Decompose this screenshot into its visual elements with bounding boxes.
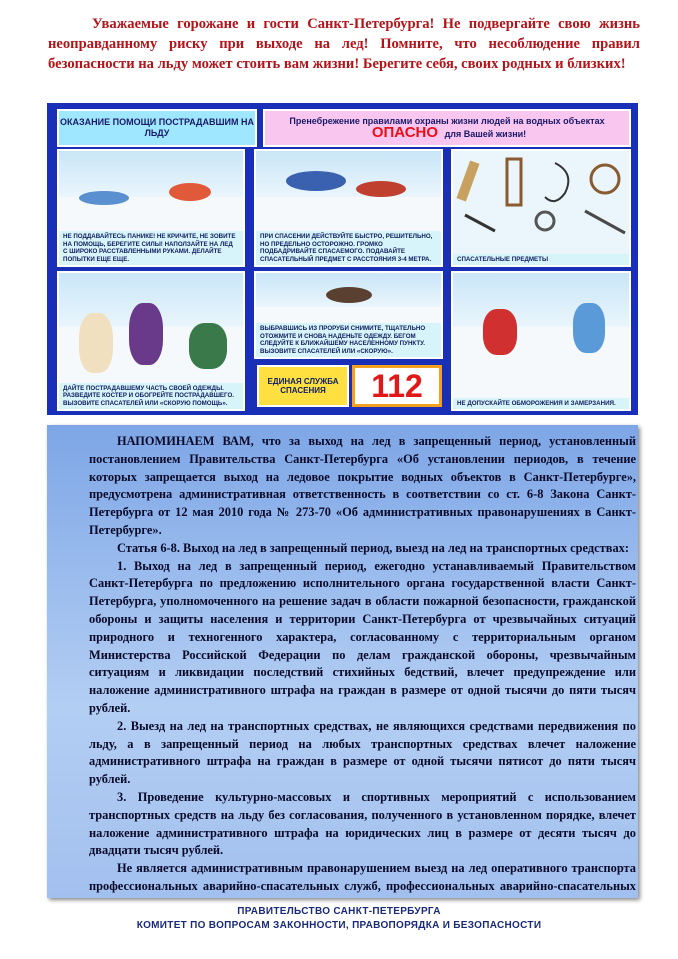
notice-paragraph: 1. Выход на лед в запрещенный период, ежегодно устанавливаемый Правительством Санкт-Петербурга по предложению исполнительного органа государственной власти Санкт-Петербурга, уполномоченного на решение задач в области пожарной безопасности, гражданской обороны и защиты населения и территории Санкт-Петербурга от чрезвычайных ситуаций природного и техногенного характера, согласованному с территориальным органом Министерства Российской Федерации по делам гражданской обороны, чрезвычайным ситуациям и ликвидации последствий стихийных бедствий, влечет предупреждение или наложение административного штрафа на граждан в размере от одной тысячи до пяти тысяч рублей. [89, 558, 636, 715]
scene-fallen-through-ice [57, 149, 245, 267]
scene-rescue [254, 149, 443, 267]
caption-6: НЕ ДОПУСКАЙТЕ ОБМОРОЖЕНИЯ И ЗАМЕРЗАНИЯ. [453, 398, 629, 410]
notice-paragraph: 3. Проведение культурно-массовых и спортивных мероприятий с использованием транспортных средств на льду без согласования, полученного в установленном порядке, влечет наложение административного штрафа на юридических лиц в размере от десяти тысяч до двадцати тысяч рублей. [89, 789, 636, 858]
rescue-items-icons [455, 155, 631, 235]
emergency-number: 112 [352, 365, 442, 407]
caption-3: СПАСАТЕЛЬНЫЕ ПРЕДМЕТЫ [453, 254, 629, 266]
caption-1: НЕ ПОДДАВАЙТЕСЬ ПАНИКЕ! НЕ КРИЧИТЕ, НЕ ЗОВИТЕ НА ПОМОЩЬ, БЕРЕГИТЕ СИЛЫ! НАПОЛЗАЙТЕ НА ЛЕД С ШИРОКО РАССТАВЛЕННЫМИ РУКАМИ. ДЕЛАЙТЕ ПОПЫТКИ ЕЩЕ ЕЩЕ. [59, 231, 243, 265]
safety-poster [47, 103, 638, 415]
scene-frostbite [451, 271, 631, 411]
notice-paragraph: НАПОМИНАЕМ ВАМ, что за выход на лед в запрещенный период, установленный постановлением Правительства Санкт-Петербурга «Об установлении периодов, в течение которых запрещается выход на ледовое покрытие водных объектов в Санкт-Петербурге», предусмотрена административная ответственность в соответствии со ст. 6-8 Закона Санкт-Петербурга от 12 мая 2010 года № 273-70 «Об административных правонарушениях в Санкт-Петербурге». [89, 434, 636, 537]
caption-4: ДАЙТЕ ПОСТРАДАВШЕМУ ЧАСТЬ СВОЕЙ ОДЕЖДЫ. РАЗВЕДИТЕ КОСТЕР И ОБОГРЕЙТЕ ПОСТРАДАВШЕГО. ВЫЗОВИТЕ СПАСАТЕЛЕЙ ИЛИ «СКОРУЮ ПОМОЩЬ». [59, 383, 243, 410]
notice-paragraph: Не является административным правонарушением выезд на лед оперативного транспорта профессиональных аварийно-спасательных служб, профессиональных аварийно-спасательных [89, 861, 636, 893]
scene-self-rescue [254, 271, 443, 359]
footer-government: ПРАВИТЕЛЬСТВО САНКТ-ПЕТЕРБУРГА [237, 906, 441, 917]
notice-paragraph: Статья 6-8. Выход на лед в запрещенный период, выезд на лед на транспортных средствах: [117, 540, 629, 555]
danger-word: ОПАСНО [371, 124, 439, 141]
danger-title-post: для Вашей жизни! [444, 129, 527, 139]
poster-title-danger [263, 109, 631, 147]
legal-notice [47, 425, 638, 898]
scene-rescue-items [451, 149, 631, 267]
caption-5: ВЫБРАВШИСЬ ИЗ ПРОРУБИ СНИМИТЕ, ТЩАТЕЛЬНО ОТОЖМИТЕ И СНОВА НАДЕНЬТЕ ОДЕЖДУ. БЕГОМ СЛЕДУЙТЕ К БЛИЖАЙШЕМУ НАСЕЛЕННОМУ ПУНКТУ. ВЫЗОВИТЕ СПАСАТЕЛЕЙ ИЛИ «СКОРУЮ». [256, 323, 441, 357]
poster-title-help: ОКАЗАНИЕ ПОМОЩИ ПОСТРАДАВШИМ НА ЛЬДУ [57, 109, 257, 147]
rescue-service-label: ЕДИНАЯ СЛУЖБА СПАСЕНИЯ [257, 365, 349, 407]
notice-paragraph: 2. Выезд на лед на транспортных средствах, не являющихся средствами передвижения по льду, а в запрещенный период на любых транспортных средствах влечет наложение административного штрафа на граждан в размере от одной тысячи пятисот до пяти тысяч рублей. [89, 718, 636, 787]
intro-appeal: Уважаемые горожане и гости Санкт-Петербурга! Не подвергайте свою жизнь неоправданному риску при выходе на лед! Помните, что несоблюдение правил безопасности на льду может стоить вам жизни! Берегите себя, своих родных и близких! [48, 16, 640, 72]
footer-committee: КОМИТЕТ ПО ВОПРОСАМ ЗАКОННОСТИ, ПРАВОПОРЯДКА И БЕЗОПАСНОСТИ [136, 920, 542, 931]
caption-2: ПРИ СПАСЕНИИ ДЕЙСТВУЙТЕ БЫСТРО, РЕШИТЕЛЬНО, НО ПРЕДЕЛЬНО ОСТОРОЖНО. ГРОМКО ПОДБАДРИВАЙТЕ СПАСАЕМОГО. ПОДАВАЙТЕ СПАСАТЕЛЬНЫЙ ПРЕДМЕТ С РАССТОЯНИЯ 3-4 МЕТРА. [256, 231, 441, 265]
danger-title-pre: Пренебрежение правилами охраны жизни людей на водных объектах [289, 116, 605, 126]
scene-warming-victim [57, 271, 245, 411]
